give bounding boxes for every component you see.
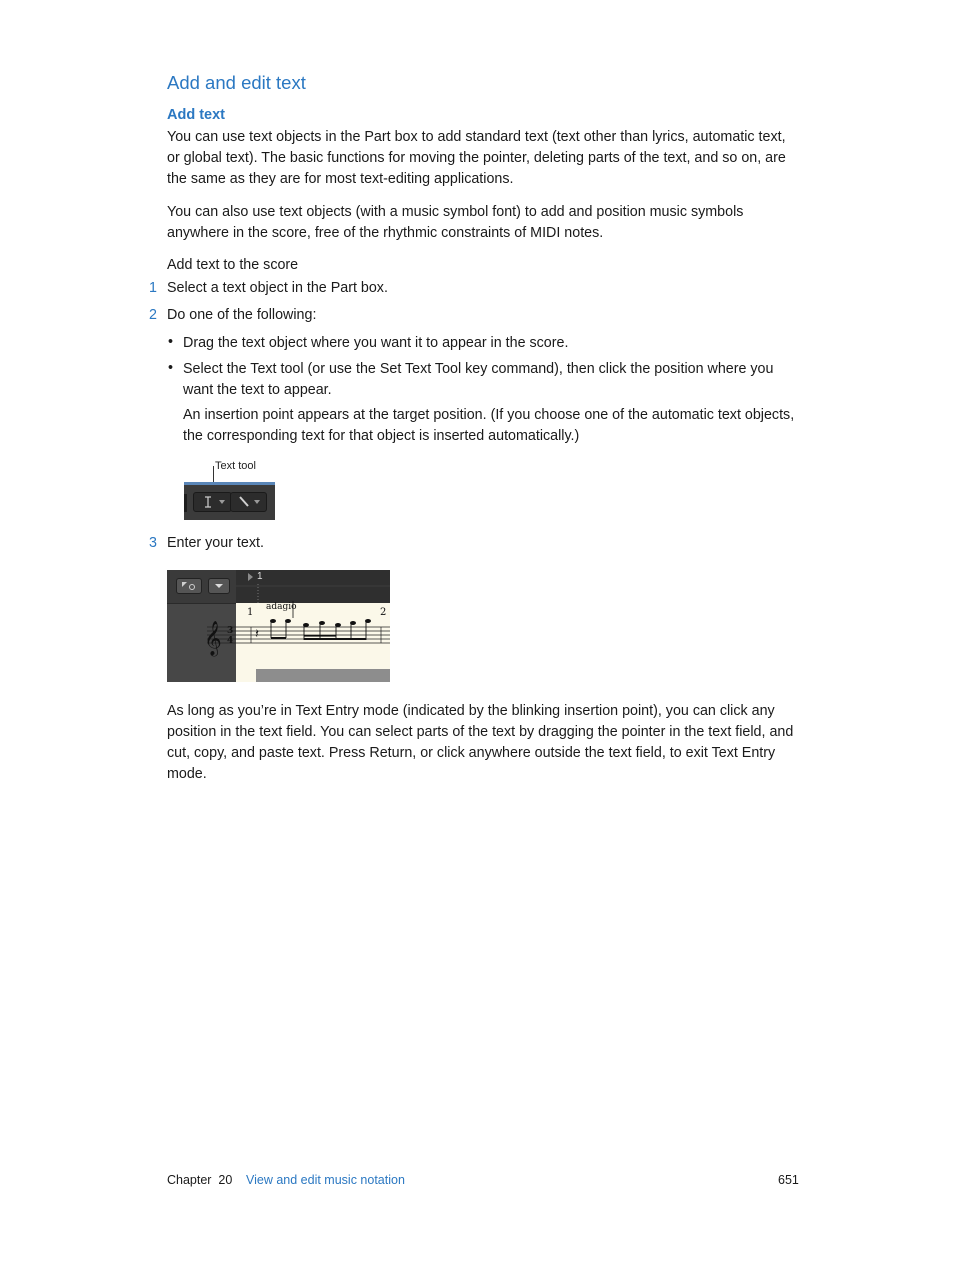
svg-text:3: 3 [227, 626, 234, 636]
footer-chapter-label: Chapter 20 [167, 1173, 233, 1187]
closing-paragraph: As long as you’re in Text Entry mode (indicated by the blinking insertion point), you can click any position in the text field. You can select parts of the text by dragging the pointer in the text field, and cut, copy, and paste text. Press Return, or click anywhere outside the text field, to exit Text Entry mode. [167, 703, 794, 782]
step-text: Select a text object in the Part box. [167, 280, 388, 296]
intro-paragraph-2: You can also use text objects (with a music symbol font) to add and position music symbols anywhere in the score, free of the rhythmic constraints of MIDI notes. [167, 204, 744, 241]
step-number: 3 [149, 535, 157, 551]
bullet-item: Drag the text object where you want it to appear in the score. [183, 335, 569, 351]
bar-number-start: 1 [247, 607, 254, 618]
pencil-icon [231, 493, 266, 511]
task-title: Add text to the score [167, 257, 299, 273]
footer-chapter-link[interactable]: View and edit music notation [246, 1173, 405, 1187]
text-tool-button[interactable] [193, 492, 232, 512]
ruler-bar-number: 1 [257, 571, 263, 582]
svg-text:4: 4 [227, 636, 234, 646]
text-tool-figure [184, 458, 276, 522]
step-number: 1 [149, 280, 157, 296]
score-figure [167, 570, 390, 682]
intro-paragraph-1: You can use text objects in the Part box to add standard text (text other than lyrics, automatic text, or global text). The basic functions for moving the pointer, deleting parts of the text, and so on, are the same as they are for most text-editing applications. [167, 129, 786, 187]
pencil-tool-button[interactable] [230, 492, 267, 512]
svg-text:𝄽: 𝄽 [255, 627, 259, 642]
step-text: Enter your text. [167, 535, 264, 551]
section-heading: Add and edit text [167, 72, 306, 93]
staff-notation [167, 570, 390, 682]
bullet-marker: • [168, 360, 174, 376]
toolbar-strip [184, 482, 275, 520]
page-number: 651 [778, 1173, 799, 1187]
subsection-heading: Add text [167, 107, 225, 123]
bullet-note: An insertion point appears at the target position. (If you choose one of the automatic text objects, the corresponding text for that object is inserted automatically.) [183, 407, 795, 444]
adagio-text-object[interactable]: adagio [266, 602, 297, 612]
bar-number-end: 2 [380, 607, 387, 618]
step-text: Do one of the following: [167, 307, 317, 323]
callout-label: Text tool [215, 460, 256, 472]
bullet-item: Select the Text tool (or use the Set Text Tool key command), then click the position where you want the text to appear. [183, 361, 774, 398]
bullet-marker: • [168, 334, 174, 350]
text-cursor-icon [194, 493, 231, 511]
step-number: 2 [149, 307, 157, 323]
svg-text:𝄞: 𝄞 [204, 621, 222, 656]
